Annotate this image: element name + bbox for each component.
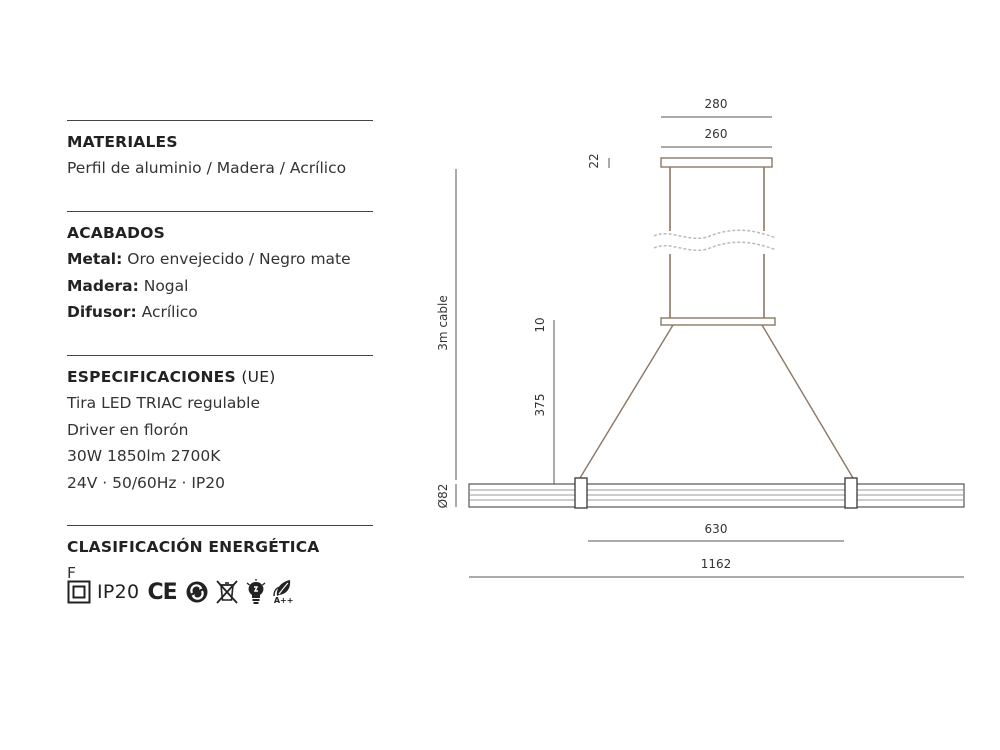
dim-suspension: 375 [533, 393, 547, 417]
dim-cable: 3m cable [436, 295, 450, 351]
spec-line: Tira LED TRIAC regulable [67, 394, 260, 412]
acabado-metal-label: Metal: [67, 250, 123, 268]
ip-rating-label: IP20 [97, 581, 140, 603]
especificaciones-title-text: ESPECIFICACIONES [67, 368, 236, 386]
materiales-title: MATERIALES [67, 133, 178, 151]
connector-left [575, 478, 587, 508]
especificaciones-suffix: (UE) [241, 368, 276, 386]
wire-left [580, 325, 673, 478]
lamp-body [469, 484, 964, 507]
acabado-metal-value: Oro envejecido / Negro mate [127, 250, 351, 268]
dim-connector: 10 [533, 317, 547, 333]
break-wave-top [654, 230, 776, 238]
dim-canopy-outer: 280 [704, 97, 728, 111]
energy-class-label: A++ [273, 596, 294, 605]
materiales-value: Perfil de aluminio / Madera / Acrílico [67, 159, 347, 177]
dim-diameter: Ø82 [436, 483, 450, 509]
acabado-madera-value: Nogal [143, 276, 189, 295]
dim-canopy-inner: 260 [704, 127, 728, 141]
ce-mark-icon: CE [147, 579, 177, 605]
acabados-title: ACABADOS [67, 224, 165, 242]
spec-line: 24V · 50/60Hz · IP20 [67, 473, 225, 492]
spreader-bar [661, 318, 775, 325]
canopy [661, 158, 772, 167]
acabado-madera-label: Madera: [67, 276, 139, 295]
connector-right [845, 478, 857, 508]
clasificacion-value: F [67, 564, 76, 582]
dim-support-span: 630 [704, 522, 728, 536]
break-wave-bottom [654, 242, 776, 250]
spec-line: Driver en florón [67, 420, 189, 439]
dim-total-length: 1162 [700, 557, 732, 571]
wire-right [762, 325, 853, 478]
spec-line: 30W 1850lm 2700K [67, 447, 221, 465]
acabado-difusor-value: Acrílico [141, 303, 198, 321]
dim-canopy-height: 22 [587, 153, 601, 169]
acabado-difusor-label: Difusor: [67, 303, 137, 321]
clasificacion-title: CLASIFICACIÓN ENERGÉTICA [67, 538, 320, 556]
